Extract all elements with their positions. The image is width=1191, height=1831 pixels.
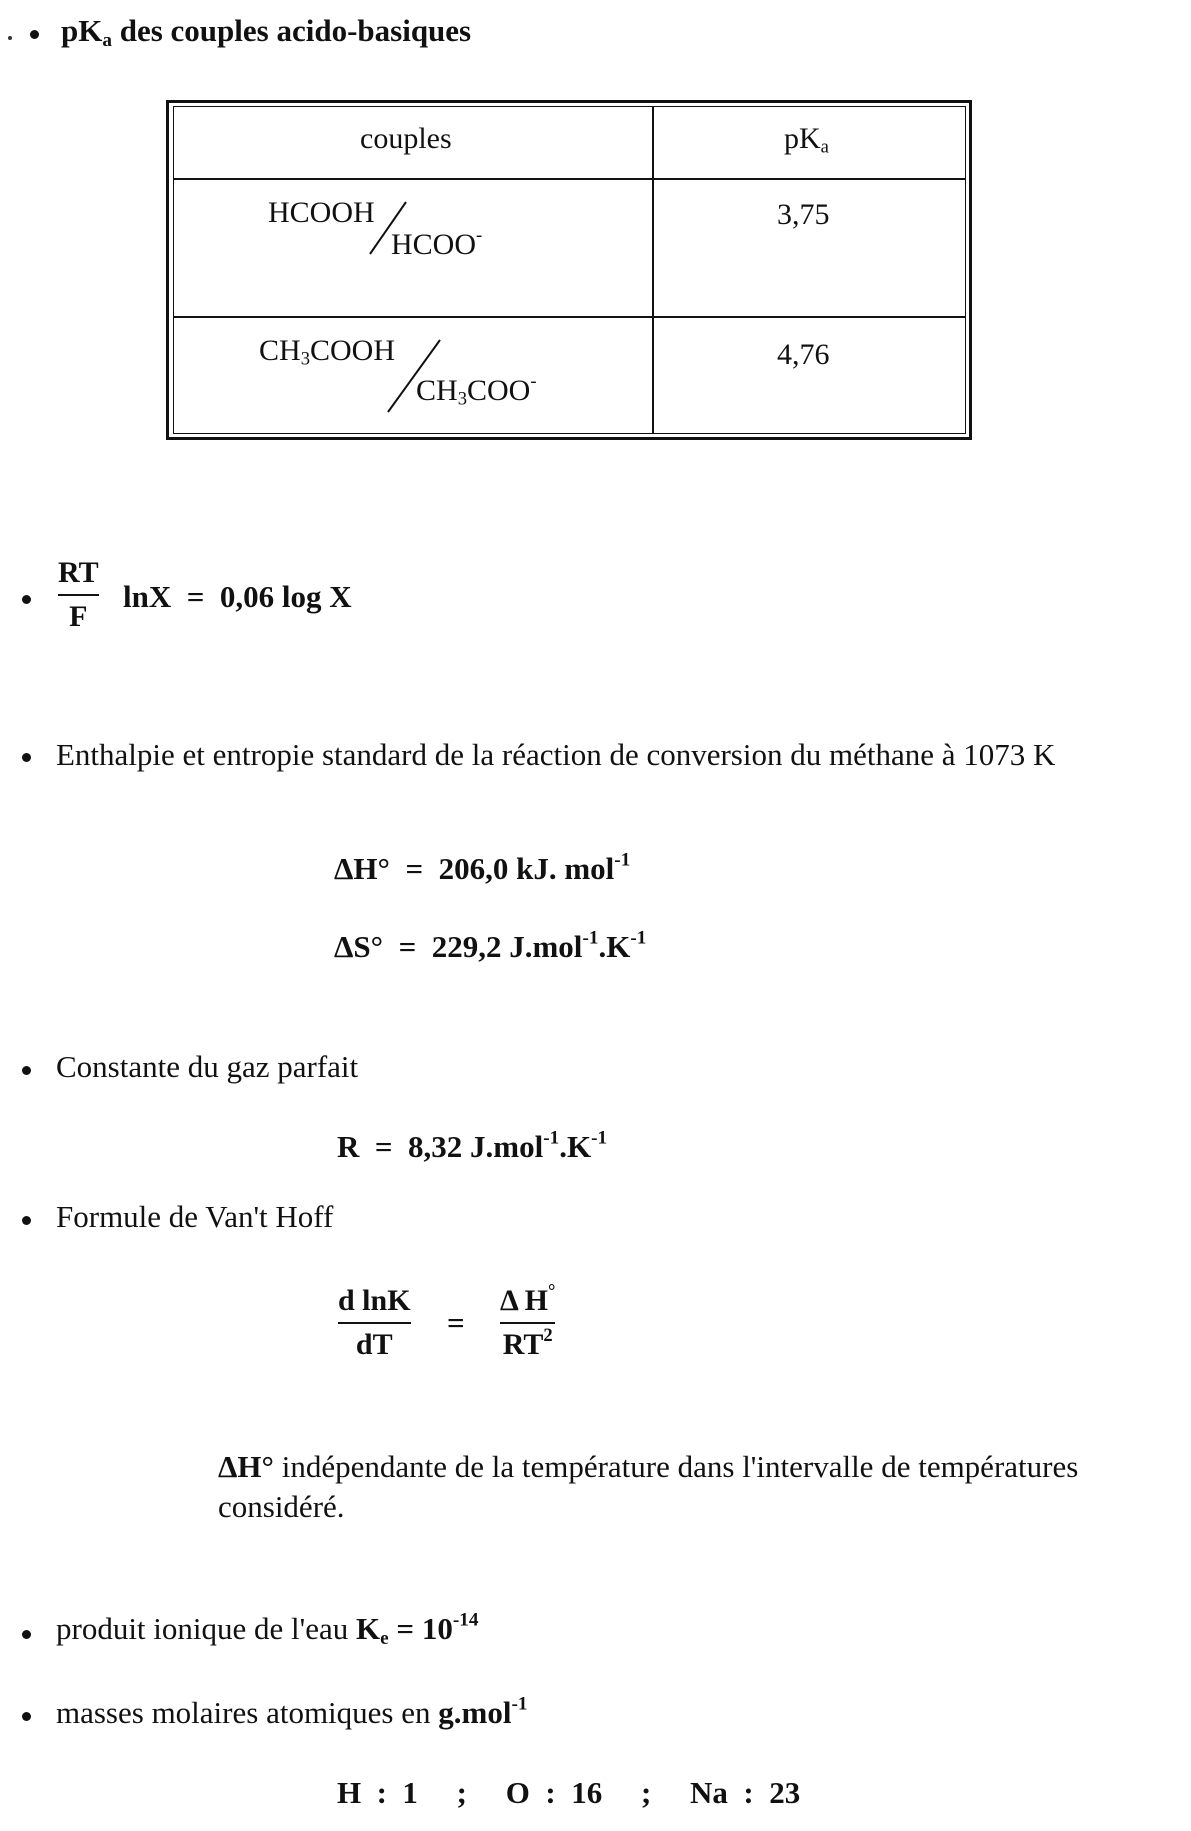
bullet	[22, 753, 31, 762]
vanthoff-note-line2: considéré.	[218, 1489, 345, 1524]
water-ionic-product	[56, 1609, 479, 1649]
delta-s-mid: .K	[598, 929, 631, 964]
table-row-2-base-pre: CH	[416, 374, 458, 407]
vanthoff-text: Formule de Van't Hoff	[56, 1199, 334, 1234]
table-row-2-acid-post: COOH	[309, 334, 395, 367]
nernst-numerator: RT	[58, 556, 99, 589]
delta-s-equation	[334, 927, 647, 964]
table-row-2-pka: 4,76	[777, 338, 830, 371]
pka-heading-symbol: pK	[61, 13, 103, 48]
gas-constant-text: Constante du gaz parfait	[56, 1049, 359, 1084]
gas-constant-mid: .K	[559, 1129, 592, 1164]
table-row-1-acid: HCOOH	[268, 196, 375, 229]
vanthoff-lhs-numerator: d lnK	[338, 1284, 411, 1317]
vanthoff-lhs-denominator: dT	[355, 1328, 393, 1361]
gas-constant-exp2: -1	[591, 1127, 608, 1149]
gas-constant-lhs: R = 8,32 J.mol	[337, 1129, 544, 1164]
table-header-pka	[784, 122, 829, 156]
delta-h-equation	[334, 849, 631, 886]
gas-constant-exp1: -1	[543, 1127, 560, 1149]
table-row-2-acid-pre: CH	[259, 334, 301, 367]
nernst-denominator: F	[69, 600, 88, 633]
vanthoff-rhs-numerator	[500, 1280, 556, 1318]
bullet	[22, 1216, 31, 1225]
vanthoff-equals: =	[447, 1305, 465, 1340]
gas-constant-equation	[337, 1127, 608, 1164]
table-row-divider	[173, 316, 966, 318]
delta-h-exp: -1	[614, 849, 631, 871]
water-ke-sub: e	[380, 1627, 389, 1649]
masses-unit-exp: -1	[511, 1693, 528, 1715]
fraction-bar	[338, 1322, 411, 1324]
table-header-divider	[173, 178, 966, 180]
table-row-2-base	[416, 370, 537, 410]
water-exp: -14	[452, 1609, 479, 1631]
delta-s-lhs: ΔS° = 229,2 J.mol	[334, 929, 583, 964]
vanthoff-rhs-num-text: Δ H	[500, 1284, 548, 1317]
bullet	[22, 1630, 31, 1639]
delta-h-lhs: ΔH° = 206,0 kJ. mol	[334, 851, 615, 886]
table-row-2-base-sub: 3	[457, 388, 467, 410]
masses-unit-text: g.mol	[438, 1695, 512, 1730]
molar-masses-values: H : 1 ; O : 16 ; Na : 23	[337, 1775, 801, 1810]
vanthoff-rhs-den-sup: 2	[543, 1324, 553, 1346]
bullet	[22, 595, 31, 604]
bullet	[22, 1066, 31, 1075]
vanthoff-note-text: indépendante de la température dans l'intervalle de températures	[273, 1449, 1079, 1484]
table-row-1-base-charge: -	[476, 224, 483, 246]
table-header-pka-sub: a	[820, 136, 829, 158]
delta-s-exp2: -1	[630, 927, 647, 949]
table-row-1-base-formula: HCOO	[391, 228, 477, 261]
enthalpy-text: Enthalpie et entropie standard de la réaction de conversion du méthane à 1073 K	[56, 737, 1056, 772]
table-row-2-base-charge: -	[530, 370, 537, 392]
water-ke	[356, 1609, 479, 1649]
fraction-bar	[500, 1322, 555, 1324]
nernst-fraction	[58, 556, 99, 634]
table-row-1-pka: 3,75	[777, 198, 830, 231]
vanthoff-rhs-den-text: RT	[502, 1328, 544, 1361]
pka-heading	[61, 13, 472, 51]
vanthoff-lhs-fraction	[338, 1284, 411, 1362]
vanthoff-rhs-fraction	[500, 1280, 556, 1362]
table-row-2-acid-sub: 3	[300, 348, 310, 370]
table-column-divider	[652, 106, 654, 434]
vanthoff-rhs-denominator	[502, 1324, 553, 1362]
vanthoff-note-line1	[218, 1450, 1078, 1484]
pka-heading-text: des couples acido-basiques	[119, 13, 472, 48]
scan-mark	[8, 36, 12, 40]
vanthoff-note-dh: ΔH°	[218, 1449, 274, 1484]
table-header-pka-symbol: pK	[784, 122, 821, 155]
vanthoff-rhs-num-sup: °	[548, 1280, 556, 1302]
table-row-1-base	[391, 224, 483, 262]
masses-unit	[438, 1695, 527, 1730]
table-row-2-acid	[259, 334, 395, 368]
masses-text: masses molaires atomiques en	[56, 1695, 439, 1730]
nernst-rest: lnX = 0,06 log X	[123, 579, 352, 614]
bullet	[30, 30, 39, 39]
pka-heading-sub: a	[102, 29, 112, 51]
water-ke-symbol: K	[356, 1611, 381, 1646]
bullet	[22, 1712, 31, 1721]
pka-table	[173, 106, 966, 434]
water-text: produit ionique de l'eau	[56, 1611, 357, 1646]
delta-s-exp1: -1	[582, 927, 599, 949]
fraction-bar	[58, 594, 99, 596]
table-row-2-base-post: COO	[466, 374, 531, 407]
molar-masses	[56, 1693, 528, 1730]
table-header-couples: couples	[360, 122, 452, 155]
water-eq: = 10	[388, 1611, 453, 1646]
